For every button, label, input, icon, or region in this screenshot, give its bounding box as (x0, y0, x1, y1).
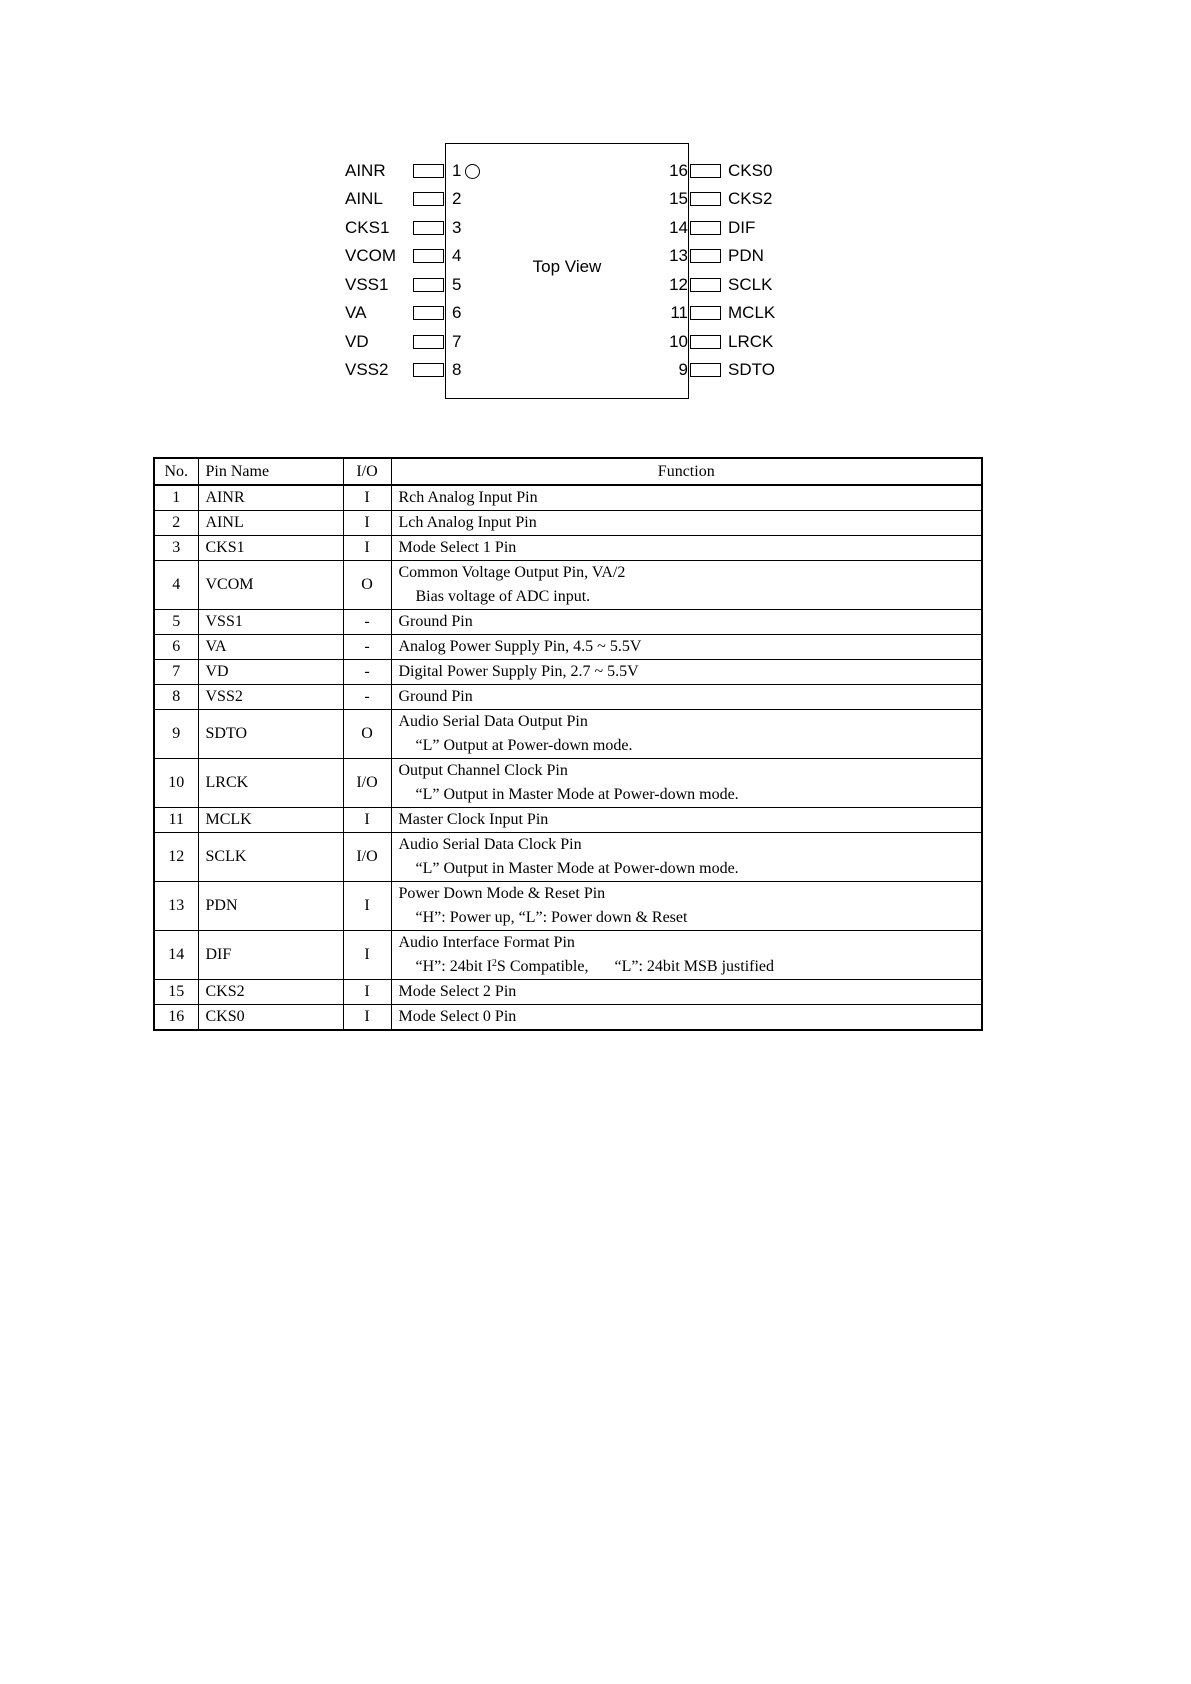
cell-function (391, 882, 982, 931)
table-row (154, 980, 982, 1005)
cell-no: 11 (154, 808, 198, 833)
pin-number: 7 (452, 332, 462, 351)
table-row (154, 685, 982, 710)
cell-io: I/O (343, 833, 391, 882)
pin-stub (413, 164, 444, 178)
cell-pin-name: VD (198, 660, 343, 685)
cell-no: 1 (154, 485, 198, 511)
cell-no: 5 (154, 610, 198, 635)
header-pin-name: Pin Name (198, 458, 343, 485)
pin-number: 14 (669, 218, 688, 237)
pin-number: 1 (452, 161, 462, 180)
cell-no: 13 (154, 882, 198, 931)
cell-no: 14 (154, 931, 198, 980)
top-view-label: Top View (532, 257, 602, 276)
cell-pin-name: VSS2 (198, 685, 343, 710)
pin-stub (690, 335, 721, 349)
function-text: Ground Pin (398, 688, 473, 705)
function-subtext: “L” Output in Master Mode at Power-down mode. (415, 860, 739, 877)
pin-stub (690, 249, 721, 263)
pin-name: VSS1 (345, 275, 389, 294)
pin-stub (413, 192, 444, 206)
cell-no: 12 (154, 833, 198, 882)
cell-pin-name: AINL (198, 511, 343, 536)
pin-stub (690, 221, 721, 235)
pin-number: 10 (669, 332, 688, 351)
cell-io: I/O (343, 759, 391, 808)
cell-io: O (343, 561, 391, 610)
table-row (154, 808, 982, 833)
function-subtext: “L” Output in Master Mode at Power-down mode. (415, 786, 739, 803)
cell-pin-name: PDN (198, 882, 343, 931)
function-text: Mode Select 0 Pin (398, 1008, 517, 1025)
table-row (154, 660, 982, 685)
cell-io: I (343, 931, 391, 980)
pin-stub (413, 278, 444, 292)
cell-io: - (343, 660, 391, 685)
table-row (154, 511, 982, 536)
dif-l-text: “L”: 24bit MSB justified (614, 958, 775, 975)
pin-number: 8 (452, 360, 462, 379)
pin-name: CKS0 (728, 161, 773, 180)
cell-no: 4 (154, 561, 198, 610)
cell-function (391, 660, 982, 685)
table-header-row (154, 458, 982, 485)
pin-number: 15 (669, 189, 688, 208)
cell-pin-name: DIF (198, 931, 343, 980)
cell-io: - (343, 685, 391, 710)
function-text: Common Voltage Output Pin, VA/2 (398, 564, 626, 581)
pin-diagram (0, 0, 1191, 420)
pin-number: 2 (452, 189, 462, 208)
function-text: Output Channel Clock Pin (398, 762, 568, 779)
pin-stub (690, 278, 721, 292)
cell-io: I (343, 511, 391, 536)
cell-function (391, 561, 982, 610)
pin-name: DIF (728, 218, 756, 237)
function-text: Analog Power Supply Pin, 4.5 ~ 5.5V (398, 638, 642, 655)
cell-pin-name: VCOM (198, 561, 343, 610)
cell-no: 6 (154, 635, 198, 660)
header-function: Function (391, 458, 982, 485)
pin-stub (413, 221, 444, 235)
pin-name: AINR (345, 161, 386, 180)
pin-name: AINL (345, 189, 383, 208)
cell-function (391, 485, 982, 511)
pin-number: 13 (669, 246, 688, 265)
function-text: Digital Power Supply Pin, 2.7 ~ 5.5V (398, 663, 639, 680)
pin1-marker-icon (465, 164, 480, 179)
cell-function (391, 980, 982, 1005)
cell-pin-name: CKS0 (198, 1005, 343, 1031)
cell-pin-name: CKS1 (198, 536, 343, 561)
pin-stub (413, 335, 444, 349)
cell-io: O (343, 710, 391, 759)
function-subtext: “H”: Power up, “L”: Power down & Reset (415, 909, 688, 926)
function-text: Mode Select 1 Pin (398, 539, 517, 556)
pin-number: 16 (669, 161, 688, 180)
pin-number: 4 (452, 246, 462, 265)
function-subtext: Bias voltage of ADC input. (415, 588, 591, 605)
table-row (154, 931, 982, 980)
cell-io: I (343, 980, 391, 1005)
cell-io: I (343, 1005, 391, 1031)
cell-no: 8 (154, 685, 198, 710)
pin-name: VSS2 (345, 360, 389, 379)
pin-number: 6 (452, 303, 462, 322)
cell-io: - (343, 610, 391, 635)
pin-name: VD (345, 332, 369, 351)
cell-io: I (343, 882, 391, 931)
function-text: Master Clock Input Pin (398, 811, 549, 828)
cell-pin-name: AINR (198, 485, 343, 511)
cell-io: I (343, 485, 391, 511)
cell-no: 2 (154, 511, 198, 536)
function-subtext-dif (399, 955, 975, 979)
table-row (154, 1005, 982, 1031)
cell-function (391, 610, 982, 635)
cell-io: - (343, 635, 391, 660)
cell-no: 16 (154, 1005, 198, 1031)
cell-pin-name: CKS2 (198, 980, 343, 1005)
dif-h-suffix: S Compatible, (496, 958, 589, 975)
function-text: Mode Select 2 Pin (398, 983, 517, 1000)
pin-name: PDN (728, 246, 764, 265)
pin-stub (690, 306, 721, 320)
pin-stub (413, 249, 444, 263)
cell-function (391, 685, 982, 710)
pin-name: VCOM (345, 246, 396, 265)
table-row (154, 610, 982, 635)
function-text: Audio Interface Format Pin (398, 934, 575, 951)
cell-function (391, 511, 982, 536)
cell-io: I (343, 808, 391, 833)
function-text: Power Down Mode & Reset Pin (398, 885, 606, 902)
cell-io: I (343, 536, 391, 561)
table-row (154, 561, 982, 610)
cell-no: 7 (154, 660, 198, 685)
dif-h-prefix: “H”: 24bit I (415, 958, 492, 975)
pin-stub (690, 192, 721, 206)
pin-stub (413, 306, 444, 320)
pin-name: CKS2 (728, 189, 773, 208)
cell-pin-name: LRCK (198, 759, 343, 808)
pin-number: 5 (452, 275, 462, 294)
pin-number: 9 (678, 360, 688, 379)
pin-name: SCLK (728, 275, 773, 294)
function-text: Audio Serial Data Clock Pin (398, 836, 582, 853)
header-io: I/O (343, 458, 391, 485)
cell-pin-name: VSS1 (198, 610, 343, 635)
cell-no: 9 (154, 710, 198, 759)
table-row (154, 759, 982, 808)
pin-stub (413, 363, 444, 377)
cell-no: 10 (154, 759, 198, 808)
cell-no: 15 (154, 980, 198, 1005)
table-row (154, 536, 982, 561)
cell-function (391, 833, 982, 882)
table-row (154, 635, 982, 660)
header-no: No. (154, 458, 198, 485)
cell-pin-name: SDTO (198, 710, 343, 759)
table-row (154, 882, 982, 931)
pin-name: MCLK (728, 303, 776, 322)
function-text: Rch Analog Input Pin (398, 489, 538, 506)
cell-function (391, 536, 982, 561)
pin-stub (690, 363, 721, 377)
dif-h-superscript: 2 (491, 958, 497, 969)
pin-stub (690, 164, 721, 178)
pin-name: VA (345, 303, 367, 322)
pin-name: SDTO (728, 360, 775, 379)
cell-function (391, 808, 982, 833)
table-row (154, 833, 982, 882)
function-text: Ground Pin (398, 613, 473, 630)
pin-name: CKS1 (345, 218, 390, 237)
pin-number: 12 (669, 275, 688, 294)
cell-no: 3 (154, 536, 198, 561)
cell-pin-name: MCLK (198, 808, 343, 833)
pin-number: 3 (452, 218, 462, 237)
cell-pin-name: VA (198, 635, 343, 660)
cell-function (391, 759, 982, 808)
function-subtext: “L” Output at Power-down mode. (415, 737, 633, 754)
cell-function (391, 1005, 982, 1031)
function-text: Audio Serial Data Output Pin (398, 713, 588, 730)
function-text: Lch Analog Input Pin (398, 514, 537, 531)
pin-number: 11 (670, 303, 688, 322)
pin-function-table (153, 457, 983, 1031)
cell-function (391, 710, 982, 759)
table-row (154, 710, 982, 759)
cell-function (391, 635, 982, 660)
pin-name: LRCK (728, 332, 774, 351)
cell-function (391, 931, 982, 980)
cell-pin-name: SCLK (198, 833, 343, 882)
table-row (154, 485, 982, 511)
